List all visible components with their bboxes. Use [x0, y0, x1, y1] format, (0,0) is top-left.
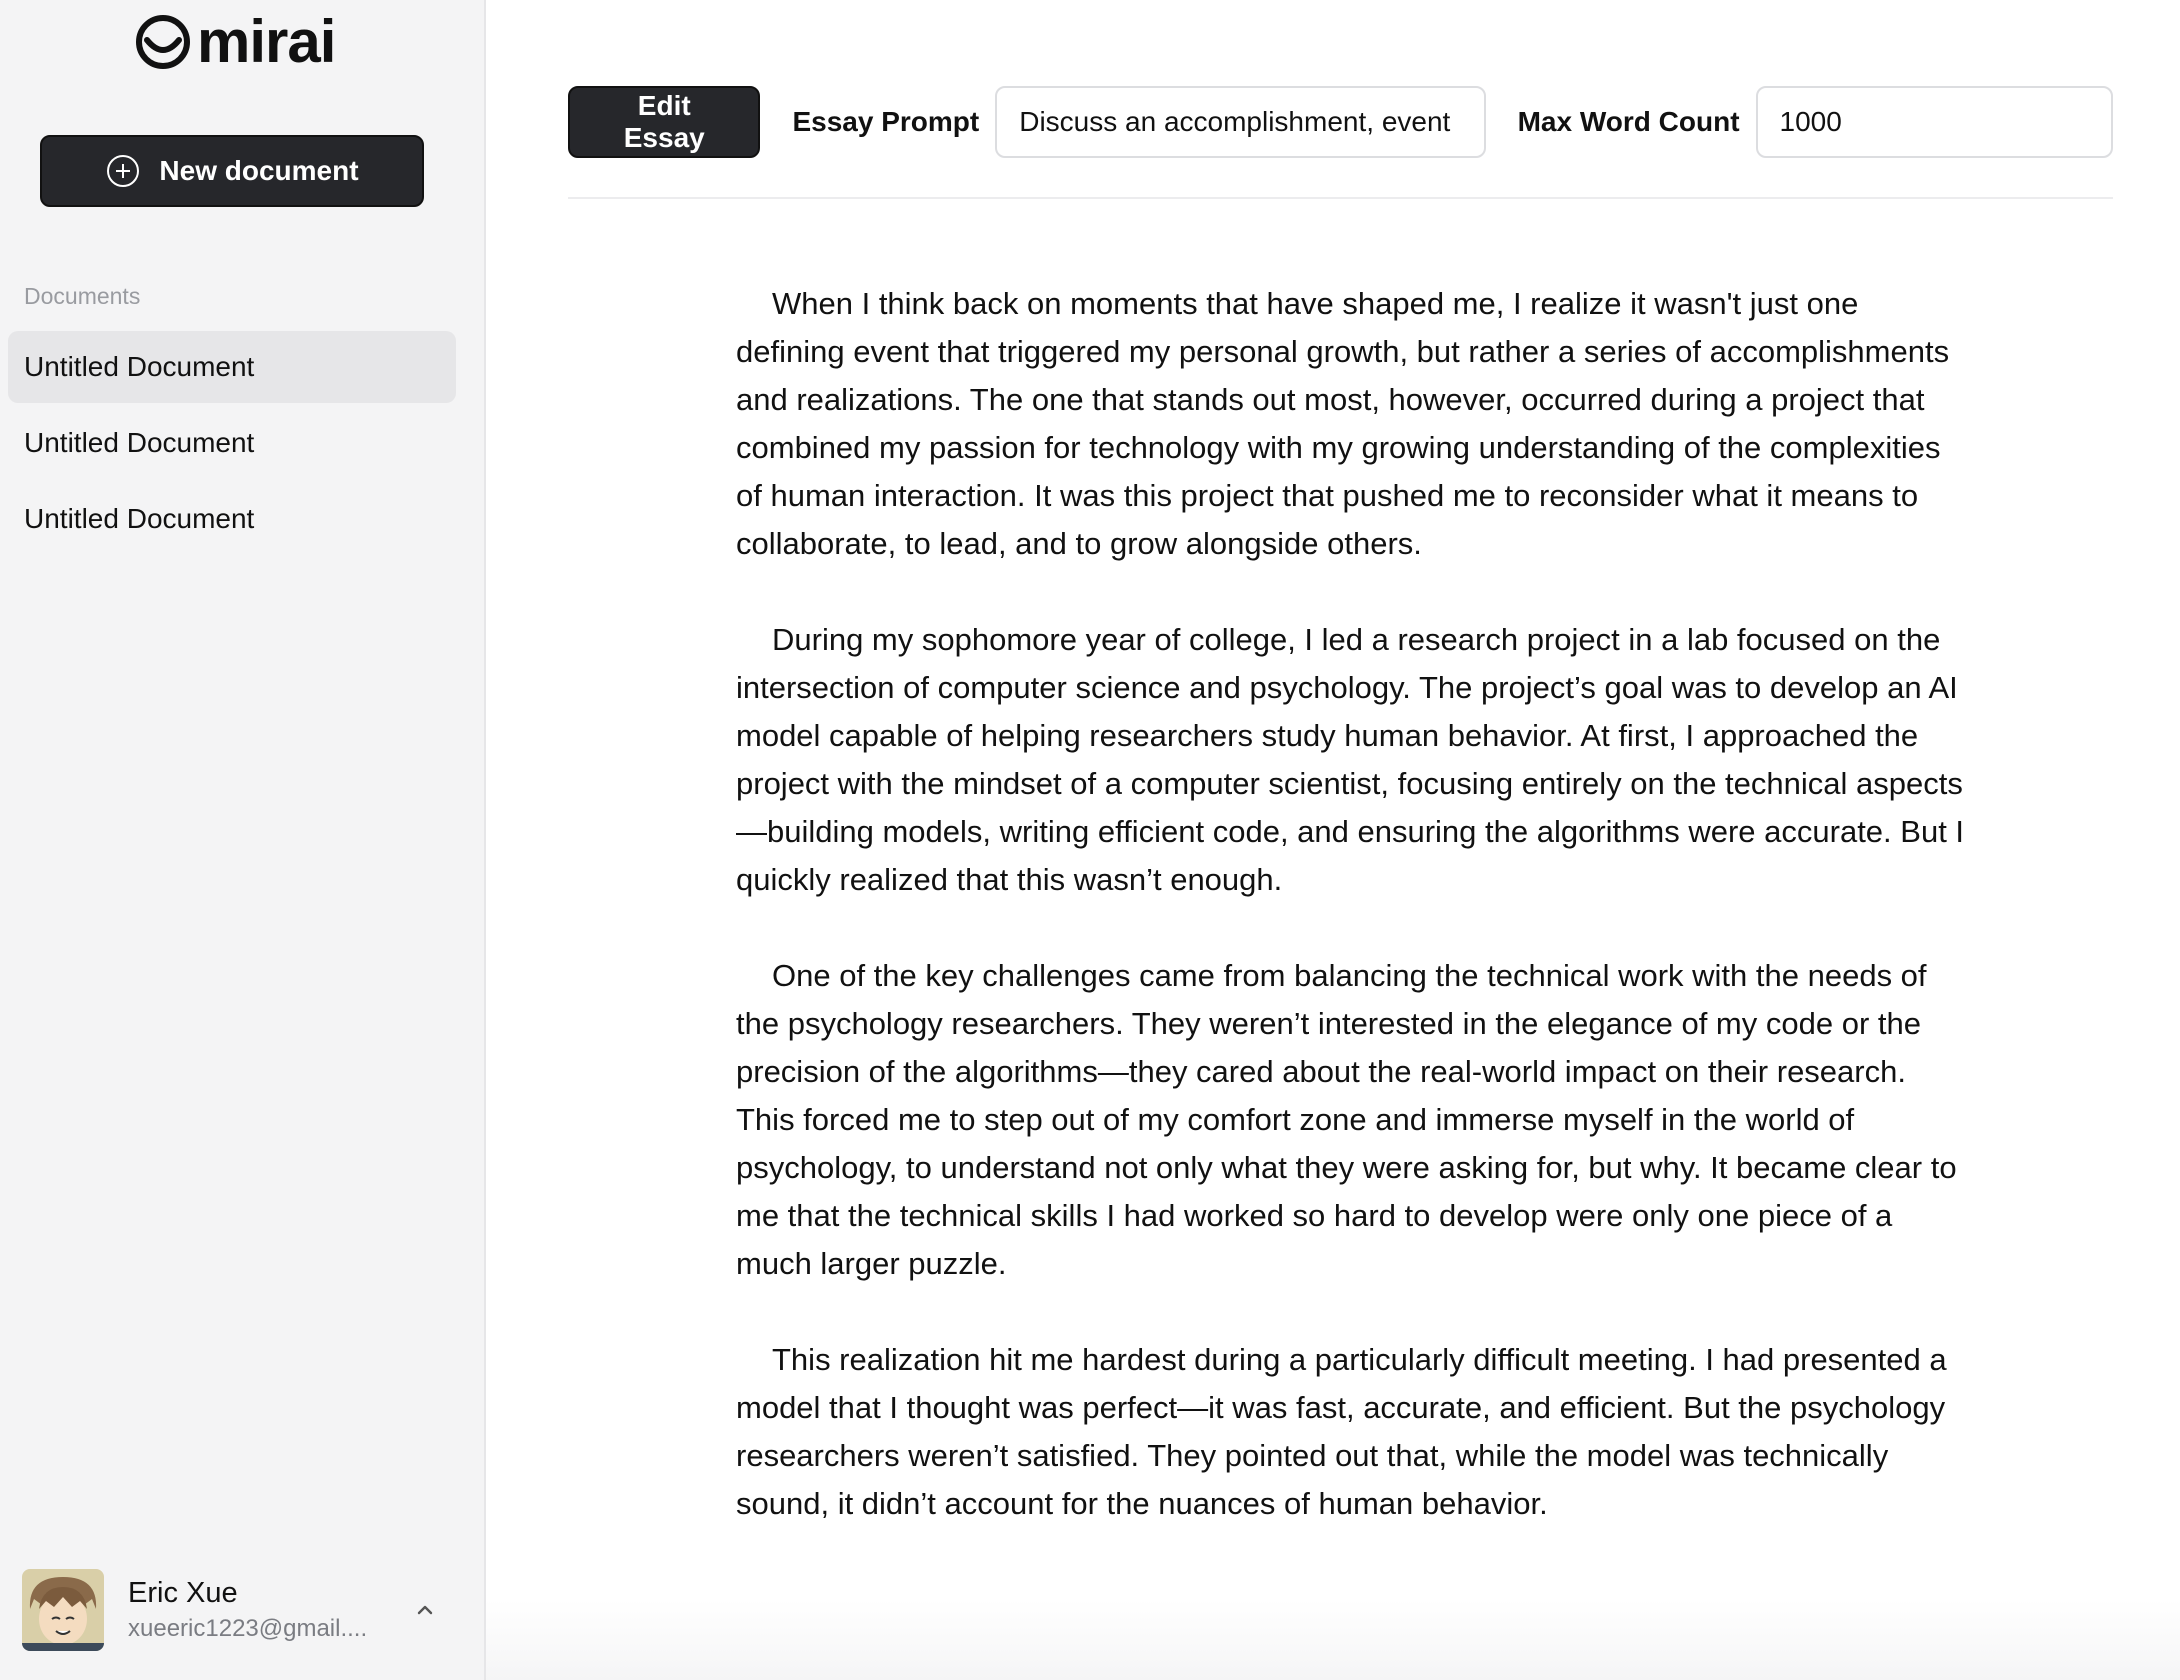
- user-account-menu[interactable]: [22, 1568, 442, 1652]
- essay-paragraph: During my sophomore year of college, I led a research project in a lab focused on the intersection of computer science and psychology. The project’s goal was to develop an AI model capable of helping researchers study human behavior. At first, I approached the project with the mindset of a computer scientist, focusing entirely on the technical aspects—building models, writing efficient code, and ensuring the algorithms were accurate. But I quickly realized that this wasn’t enough.: [736, 622, 1965, 897]
- documents-section-label: Documents: [24, 283, 141, 309]
- document-item[interactable]: Untitled Document: [24, 427, 255, 458]
- mirai-logo-icon: [135, 14, 191, 70]
- essay-paragraph: When I think back on moments that have shaped me, I realize it wasn't just one defining event that triggered my personal growth, but rather a series of accomplishments and realizations. The one that stands out most, however, occurred during a project that combined my passion for technology with my growing understanding of the complexities of human interaction. It was this project that pushed me to reconsider what it means to collaborate, to lead, and to grow alongside others.: [736, 286, 1950, 561]
- new-document-button[interactable]: [40, 135, 424, 207]
- bottom-fade: [486, 1600, 2180, 1680]
- document-item[interactable]: Untitled Document: [24, 503, 255, 534]
- toolbar-divider: [568, 197, 2113, 199]
- user-info: [128, 1574, 398, 1646]
- user-name: Eric Xue: [128, 1577, 238, 1609]
- editor-main: [486, 0, 2180, 1680]
- user-email: xueeric1223@gmail....: [128, 1615, 368, 1642]
- plus-circle-icon: [105, 153, 141, 189]
- avatar: [22, 1569, 104, 1651]
- max-word-count-label: Max Word Count: [1517, 106, 1740, 137]
- chevron-up-icon[interactable]: [412, 1597, 438, 1623]
- essay-paragraph: One of the key challenges came from balancing the technical work with the needs of the psychology researchers. They weren’t interested in the elegance of my code or the precision of the algorithms—they cared about the real-world impact on their research. This forced me to step out of my comfort zone and immerse myself in the world of psychology, to understand not only what they were asking for, but why. It became clear to me that the technical skills I had worked so hard to develop were only one piece of a much larger puzzle.: [736, 958, 1957, 1281]
- document-list: [8, 331, 456, 559]
- max-word-count-input[interactable]: 1000: [1756, 86, 2113, 158]
- essay-editor[interactable]: [736, 280, 1966, 1600]
- edit-essay-button[interactable]: Edit Essay: [568, 86, 760, 158]
- brand-name: mirai: [197, 8, 336, 75]
- essay-prompt-input[interactable]: Discuss an accomplishment, event: [995, 86, 1485, 158]
- brand-logo[interactable]: [135, 8, 336, 75]
- new-document-label: New document: [159, 155, 359, 186]
- sidebar: [0, 0, 486, 1680]
- essay-paragraph: This realization hit me hardest during a particularly difficult meeting. I had presented a model that I thought was perfect—it was fast, accurate, and efficient. But the psychology researchers weren’t satisfied. They pointed out that, while the model was technically sound, it didn’t account for the nuances of human behavior.: [736, 1342, 1947, 1521]
- essay-toolbar: [568, 86, 2113, 158]
- essay-prompt-label: Essay Prompt: [792, 106, 980, 137]
- document-item[interactable]: Untitled Document: [8, 331, 456, 403]
